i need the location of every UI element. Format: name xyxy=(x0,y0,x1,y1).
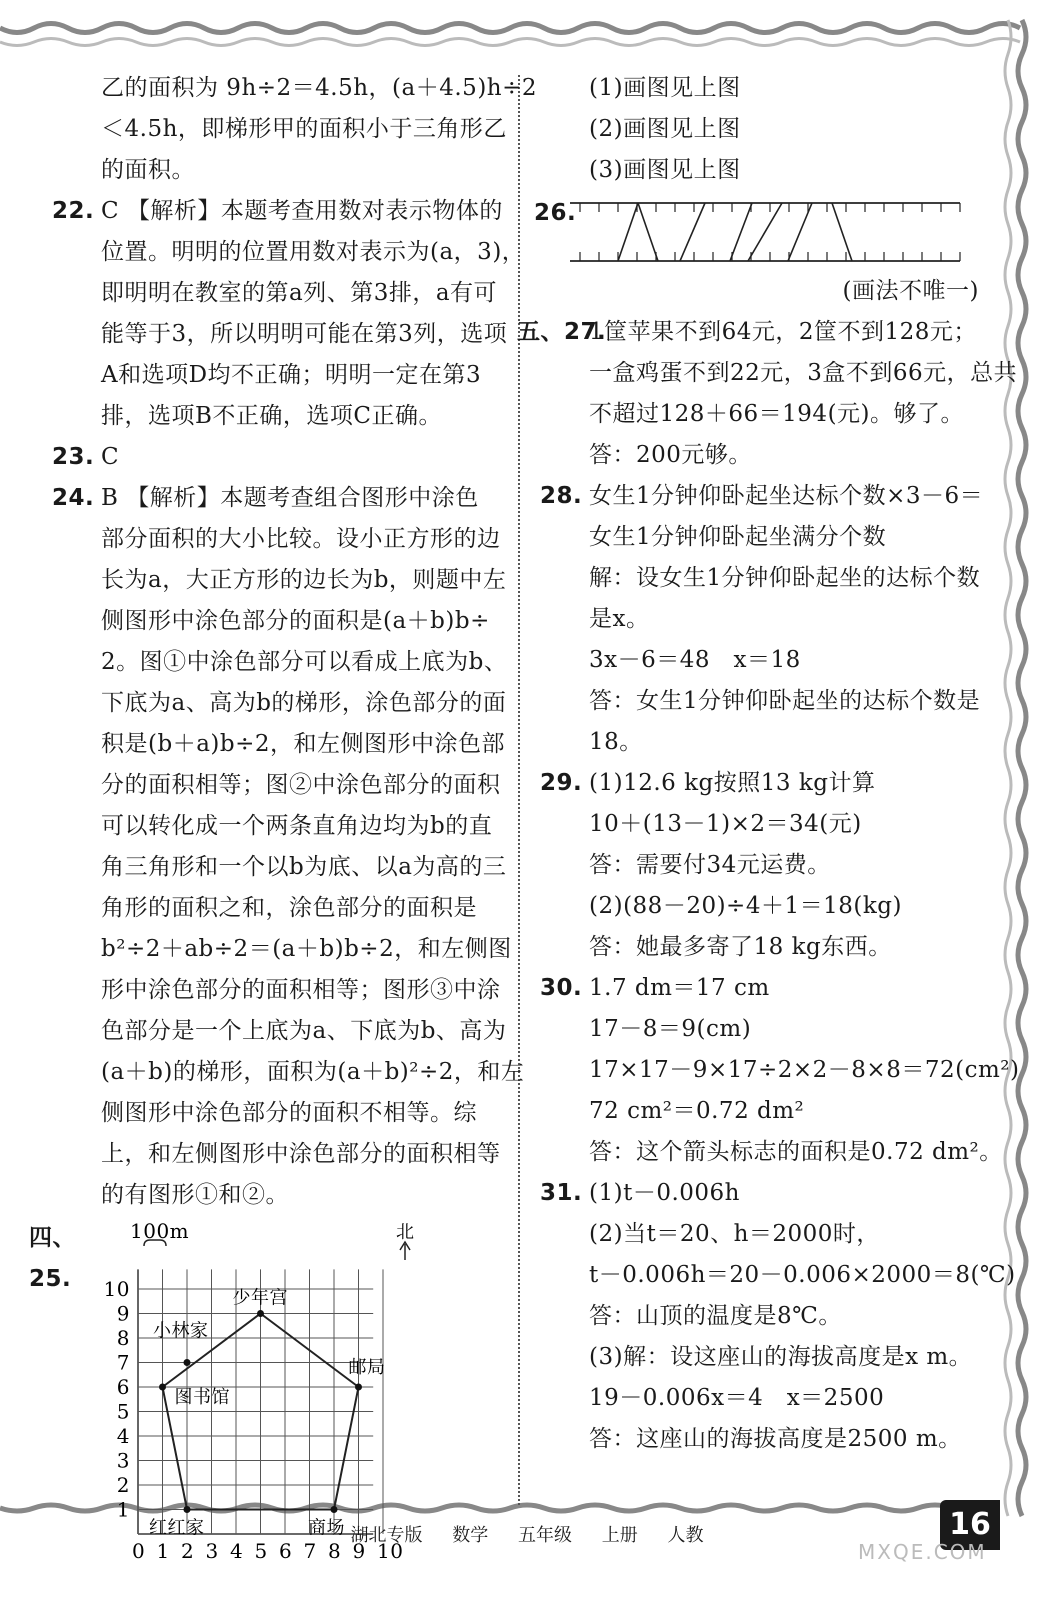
x-tick-label: 6 xyxy=(279,1539,293,1563)
place-dot xyxy=(331,1506,338,1513)
text-line: 排，选项B不正确，选项C正确。 xyxy=(101,403,442,429)
question-number: 30. xyxy=(540,975,583,1001)
text-line: b²÷2＋ab÷2＝(a＋b)b÷2，和左侧图 xyxy=(101,936,512,962)
text-line: 位置。明明的位置用数对表示为(a，3)， xyxy=(101,239,526,265)
watermark: MXQE.COM xyxy=(858,1540,987,1564)
y-tick-label: 8 xyxy=(116,1326,130,1350)
text-line: (1)t－0.006h xyxy=(589,1180,740,1206)
text-line: 一盒鸡蛋不到22元，3盒不到66元，总共 xyxy=(589,360,1018,386)
text-line: 答：200元够。 xyxy=(589,442,752,468)
column-divider xyxy=(518,75,520,1505)
y-tick-label: 4 xyxy=(116,1424,130,1448)
text-line: 分的面积相等；图②中涂色部分的面积 xyxy=(101,772,501,798)
place-label: 红红家 xyxy=(149,1517,205,1539)
place-label: 少年宫 xyxy=(232,1287,288,1309)
text-line: t－0.006h＝20－0.006×2000＝8(℃) xyxy=(589,1262,1016,1288)
text-line: 是x。 xyxy=(589,606,650,632)
north-label: 北 xyxy=(396,1222,415,1243)
x-tick-label: 4 xyxy=(230,1539,244,1563)
text-line: (a＋b)的梯形，面积为(a＋b)²÷2，和左 xyxy=(101,1059,525,1085)
text-line: 女生1分钟仰卧起坐满分个数 xyxy=(589,524,887,550)
text-line: (3)解：设这座山的海拔高度是x m。 xyxy=(589,1344,973,1370)
text-line: ＜4.5h，即梯形甲的面积小于三角形乙 xyxy=(101,116,507,142)
y-tick-label: 1 xyxy=(116,1497,130,1522)
x-tick-label: 10 xyxy=(377,1539,404,1563)
question-number: 28. xyxy=(540,483,583,509)
text-line: 1筐苹果不到64元，2筐不到128元； xyxy=(589,319,977,345)
footer-grade: 五年级 xyxy=(518,1525,572,1546)
drawn-line xyxy=(638,203,658,261)
drawn-line xyxy=(618,203,638,261)
text-line: 答：山顶的温度是8℃。 xyxy=(589,1303,842,1329)
text-line: 形中涂色部分的面积相等；图形③中涂 xyxy=(101,977,501,1003)
footer-subject: 数学 xyxy=(452,1525,489,1546)
ruler-figure xyxy=(534,191,985,271)
text-line: 角形的面积之和，涂色部分的面积是 xyxy=(101,895,477,921)
text-line: (2)当t＝20、h＝2000时， xyxy=(589,1221,880,1247)
question-number: 31. xyxy=(540,1180,583,1206)
text-line: 18。 xyxy=(589,729,643,755)
x-tick-label: 5 xyxy=(254,1539,268,1563)
text-line: 积是(b＋a)b÷2，和左侧图形中涂色部 xyxy=(101,731,506,757)
place-dot xyxy=(184,1506,191,1513)
left-column xyxy=(29,68,538,1566)
text-line: 侧图形中涂色部分的面积是(a＋b)b÷ xyxy=(101,608,490,634)
text-line: B 【解析】本题考查组合图形中涂色 xyxy=(101,485,479,511)
x-tick-label: 7 xyxy=(303,1539,317,1563)
question-number: 24. xyxy=(52,485,95,511)
text-line: 可以转化成一个两条直角边均为b的直 xyxy=(101,813,493,839)
text-line: 能等于3，所以明明可能在第3列，选项 xyxy=(101,321,508,347)
coordinate-map xyxy=(52,1216,492,1566)
y-tick-label: 5 xyxy=(116,1399,130,1424)
y-tick-label: 3 xyxy=(116,1448,130,1473)
question-number: 23. xyxy=(52,444,95,470)
text-line: 17－8＝9(cm) xyxy=(589,1016,752,1042)
text-line: C xyxy=(101,444,120,470)
drawn-line xyxy=(832,203,852,261)
parallel-lines-drawing xyxy=(540,191,985,271)
x-tick-label: 2 xyxy=(181,1539,195,1563)
footer-publisher: 人教 xyxy=(667,1525,704,1546)
text-line: 2。图①中涂色部分可以看成上底为b、 xyxy=(101,649,508,675)
page-number: 16 xyxy=(940,1500,1000,1550)
text-line: (1)画图见上图 xyxy=(589,75,741,101)
text-line: 答：这座山的海拔高度是2500 m。 xyxy=(589,1426,962,1452)
question-number: 22. xyxy=(52,198,95,224)
text-line: 的有图形①和②。 xyxy=(101,1182,289,1208)
text-line: 即明明在教室的第a列、第3排，a有可 xyxy=(101,280,498,306)
text-line: 下底为a、高为b的梯形，涂色部分的面 xyxy=(101,690,507,716)
question-number: 29. xyxy=(540,770,583,796)
place-label: 图书馆 xyxy=(174,1387,230,1408)
text-line: C 【解析】本题考查用数对表示物体的 xyxy=(101,198,503,224)
y-tick-label: 10 xyxy=(103,1277,130,1301)
y-tick-label: 9 xyxy=(116,1301,130,1326)
text-line: 角三角形和一个以b为底、以a为高的三 xyxy=(101,854,507,880)
question-number: 五、27. xyxy=(517,319,607,345)
north-arrow xyxy=(400,1242,410,1260)
question-number: 26. xyxy=(534,200,577,226)
y-tick-label: 2 xyxy=(116,1473,130,1497)
x-tick-label: 9 xyxy=(352,1539,366,1563)
text-line: 17×17－9×17÷2×2－8×8＝72(cm²) xyxy=(589,1057,1020,1083)
text-line: (画法不唯一) xyxy=(842,278,979,304)
x-tick-label: 1 xyxy=(156,1539,170,1563)
place-dot xyxy=(159,1384,166,1391)
text-line: (2)画图见上图 xyxy=(589,116,741,142)
y-tick-label: 7 xyxy=(116,1350,130,1375)
text-line: 72 cm²＝0.72 dm² xyxy=(589,1098,805,1124)
question-number: 四、25. xyxy=(29,1225,76,1292)
map-scale-label: 100m xyxy=(130,1219,190,1243)
place-dot xyxy=(257,1310,264,1317)
text-line: 部分面积的大小比较。设小正方形的边 xyxy=(101,526,501,552)
place-dot xyxy=(184,1359,191,1366)
place-label: 小林家 xyxy=(153,1320,209,1342)
text-line: 色部分是一个上底为a、下底为b、高为 xyxy=(101,1018,507,1044)
text-line: 3x－6＝48 x＝18 xyxy=(589,647,801,673)
map-figure xyxy=(29,1216,492,1566)
text-line: 乙的面积为 9h÷2＝4.5h，(a＋4.5)h÷2 xyxy=(101,75,538,101)
text-line: 19－0.006x＝4 x＝2500 xyxy=(589,1385,885,1411)
text-line: 上，和左侧图形中涂色部分的面积相等 xyxy=(101,1141,501,1167)
text-line: 10＋(13－1)×2＝34(元) xyxy=(589,811,862,837)
text-line: 答：这个箭头标志的面积是0.72 dm²。 xyxy=(589,1139,1003,1165)
y-tick-label: 6 xyxy=(116,1375,130,1399)
text-line: 的面积。 xyxy=(101,157,195,183)
x-tick-label: 8 xyxy=(328,1539,342,1563)
text-line: (3)画图见上图 xyxy=(589,157,741,183)
text-line: (1)12.6 kg按照13 kg计算 xyxy=(589,770,876,796)
text-line: 答：需要付34元运费。 xyxy=(589,852,831,878)
drawn-line xyxy=(730,203,752,261)
text-line: (2)(88－20)÷4＋1＝18(kg) xyxy=(589,893,902,919)
text-line: A和选项D均不正确；明明一定在第3 xyxy=(101,362,482,388)
place-label: 商场 xyxy=(308,1517,345,1539)
text-line: 解：设女生1分钟仰卧起坐的达标个数 xyxy=(589,565,981,591)
x-tick-label: 0 xyxy=(132,1539,146,1563)
y-axis-ticks xyxy=(104,1277,130,1522)
footer-edition: 湖北专版 xyxy=(350,1525,423,1546)
text-line: 答：女生1分钟仰卧起坐的达标个数是 xyxy=(589,688,981,714)
text-line: 1.7 dm＝17 cm xyxy=(589,975,770,1001)
text-line: 侧图形中涂色部分的面积不相等。综 xyxy=(101,1100,477,1126)
place-dot xyxy=(355,1384,362,1391)
text-line: 长为a，大正方形的边长为b，则题中左 xyxy=(101,567,507,593)
drawn-line xyxy=(748,203,782,261)
text-line: 不超过128＋66＝194(元)。够了。 xyxy=(589,401,965,427)
text-line: 女生1分钟仰卧起坐达标个数×3－6＝ xyxy=(589,483,984,509)
drawn-line xyxy=(680,203,705,261)
footer-volume: 上册 xyxy=(601,1525,638,1546)
place-label: 邮局 xyxy=(348,1357,386,1378)
right-column xyxy=(517,68,1020,1460)
x-tick-label: 3 xyxy=(205,1539,219,1563)
text-line: 答：她最多寄了18 kg东西。 xyxy=(589,934,892,960)
